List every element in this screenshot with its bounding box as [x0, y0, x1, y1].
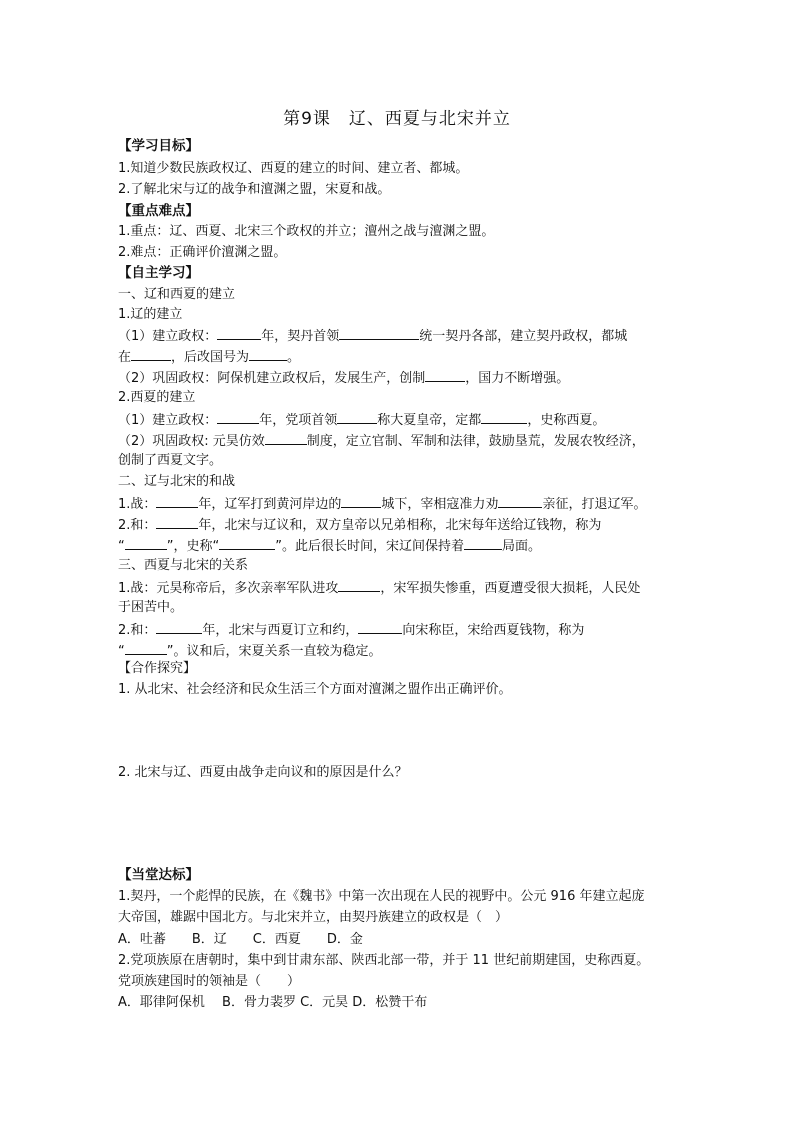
key-points-header: 【重点难点】 — [118, 203, 199, 219]
section-1-heading: 一、辽和西夏的建立 — [118, 287, 236, 302]
text-seg: 称大夏皇帝，定都 — [377, 413, 482, 428]
xixia-peace-line — [118, 620, 678, 640]
fill-blank[interactable] — [498, 494, 542, 508]
subsection-liao-heading: 1.辽的建立 — [118, 307, 183, 322]
text-seg: 1.战： — [118, 497, 157, 512]
text-seg: 年，北宋与西夏订立和约， — [202, 623, 359, 638]
cooperative-header: 【合作探究】 — [118, 661, 197, 676]
self-study-header: 【自主学习】 — [118, 265, 199, 281]
text-seg: ，国力不断增强。 — [465, 371, 570, 386]
text-seg: 1.战：元昊称帝后，多次亲率军队进攻 — [118, 581, 339, 596]
fill-blank[interactable] — [217, 410, 259, 424]
section-3-heading: 三、西夏与北宋的关系 — [118, 558, 249, 573]
fill-blank[interactable] — [265, 431, 307, 445]
fill-blank[interactable] — [358, 620, 402, 634]
objectives-header: 【学习目标】 — [118, 138, 199, 154]
objective-1: 1.知道少数民族政权辽、西夏的建立的时间、建立者、都城。 — [118, 161, 469, 176]
fill-blank[interactable] — [125, 641, 167, 655]
text-seg: 2.和： — [118, 518, 157, 533]
text-seg: 城下，宰相寇准力劝 — [381, 497, 499, 512]
xixia-consolidate-line — [118, 431, 678, 451]
text-seg: 向宋称臣，宋给西夏钱物，称为 — [402, 623, 585, 638]
fill-blank[interactable] — [481, 410, 527, 424]
text-seg: 年，党项首领 — [259, 413, 338, 428]
text-seg: ”，史称“ — [166, 539, 220, 554]
liao-peace-line — [118, 515, 678, 535]
xixia-establish-line — [118, 410, 678, 430]
fill-blank[interactable] — [131, 347, 171, 361]
q1-options: A．吐蕃 B．辽 C．西夏 D．金 — [118, 932, 363, 947]
text-seg: （2）巩固政权: 元昊仿效 — [118, 434, 265, 449]
liao-peace-line-2 — [118, 536, 678, 556]
coop-question-1: 1. 从北宋、社会经济和民众生活三个方面对澶渊之盟作出正确评价。 — [118, 682, 512, 697]
page-title: 第9课 辽、西夏与北宋并立 — [283, 109, 511, 129]
text-seg: 年，契丹首领 — [261, 329, 340, 344]
class-practice-header: 【当堂达标】 — [118, 867, 199, 883]
key-point-2: 2.难点：正确评价澶渊之盟。 — [118, 245, 287, 260]
xixia-consolidate-line-2: 创制了西夏文字。 — [118, 453, 223, 468]
fill-blank[interactable] — [217, 326, 261, 340]
text-seg: ”。此后很长时间，宋辽间保持着 — [275, 539, 464, 554]
fill-blank[interactable] — [464, 536, 502, 550]
fill-blank[interactable] — [125, 536, 167, 550]
subsection-xixia-heading: 2.西夏的建立 — [118, 390, 196, 405]
text-seg: ，宋军损失惨重，西夏遭受很大损耗，人民处 — [380, 581, 641, 596]
text-seg: 局面。 — [501, 539, 541, 554]
text-seg: 亲征，打退辽军。 — [542, 497, 647, 512]
xixia-peace-line-2 — [118, 641, 678, 661]
coop-question-2: 2. 北宋与辽、西夏由战争走向议和的原因是什么？ — [118, 765, 408, 780]
key-point-1: 1.重点：辽、西夏、北宋三个政权的并立；澶州之战与澶渊之盟。 — [118, 224, 495, 239]
text-seg: “ — [118, 539, 125, 554]
text-seg: “ — [118, 644, 125, 659]
text-seg: （1）建立政权： — [118, 413, 218, 428]
text-seg: 。 — [287, 350, 301, 365]
fill-blank[interactable] — [156, 620, 202, 634]
section-2-heading: 二、辽与北宋的和战 — [118, 474, 236, 489]
q2-options: A．耶律阿保机 B．骨力裴罗 C．元昊 D．松赞干布 — [118, 995, 428, 1010]
text-seg: ，后改国号为 — [171, 350, 250, 365]
text-seg: （1）建立政权： — [118, 329, 218, 344]
text-seg: 年，北宋与辽议和，双方皇帝以兄弟相称，北宋每年送给辽钱物，称为 — [198, 518, 602, 533]
q1-stem-line2: 大帝国，雄踞中国北方。与北宋并立，由契丹族建立的政权是（ ） — [118, 910, 509, 925]
liao-war-line — [118, 494, 678, 514]
fill-blank[interactable] — [156, 515, 198, 529]
text-seg: 统一契丹各部，建立契丹政权，都城 — [419, 329, 628, 344]
text-seg: 在 — [118, 350, 132, 365]
fill-blank[interactable] — [337, 410, 377, 424]
fill-blank[interactable] — [341, 494, 381, 508]
xixia-war-line-2: 于困苦中。 — [118, 600, 184, 615]
xixia-war-line — [118, 578, 678, 598]
q2-stem-line1: 2.党项族原在唐朝时，集中到甘肃东部、陕西北部一带，并于 11 世纪前期建国，史称西夏。 — [118, 953, 650, 968]
liao-establish-line — [118, 326, 678, 346]
liao-consolidate-line — [118, 368, 678, 388]
text-seg: 2.和： — [118, 623, 157, 638]
fill-blank[interactable] — [338, 578, 380, 592]
objective-2: 2.了解北宋与辽的战争和澶渊之盟，宋夏和战。 — [118, 182, 391, 197]
text-seg: （2）巩固政权：阿保机建立政权后，发展生产，创制 — [118, 371, 426, 386]
text-seg: 年，辽军打到黄河岸边的 — [198, 497, 342, 512]
text-seg: 制度，定立官制、军制和法律，鼓励垦荒，发展农牧经济， — [306, 434, 645, 449]
liao-capital-line — [118, 347, 678, 367]
fill-blank[interactable] — [219, 536, 275, 550]
fill-blank[interactable] — [425, 368, 465, 382]
q2-stem-line2: 党项族建国时的领袖是（ ） — [118, 974, 301, 989]
text-seg: ，史称西夏。 — [527, 413, 606, 428]
fill-blank[interactable] — [249, 347, 287, 361]
text-seg: ”。议和后，宋夏关系一直较为稳定。 — [166, 644, 382, 659]
fill-blank[interactable] — [339, 326, 419, 340]
fill-blank[interactable] — [156, 494, 198, 508]
q1-stem-line1: 1.契丹，一个彪悍的民族，在《魏书》中第一次出现在人民的视野中。公元 916 年建立起庞 — [118, 889, 645, 904]
